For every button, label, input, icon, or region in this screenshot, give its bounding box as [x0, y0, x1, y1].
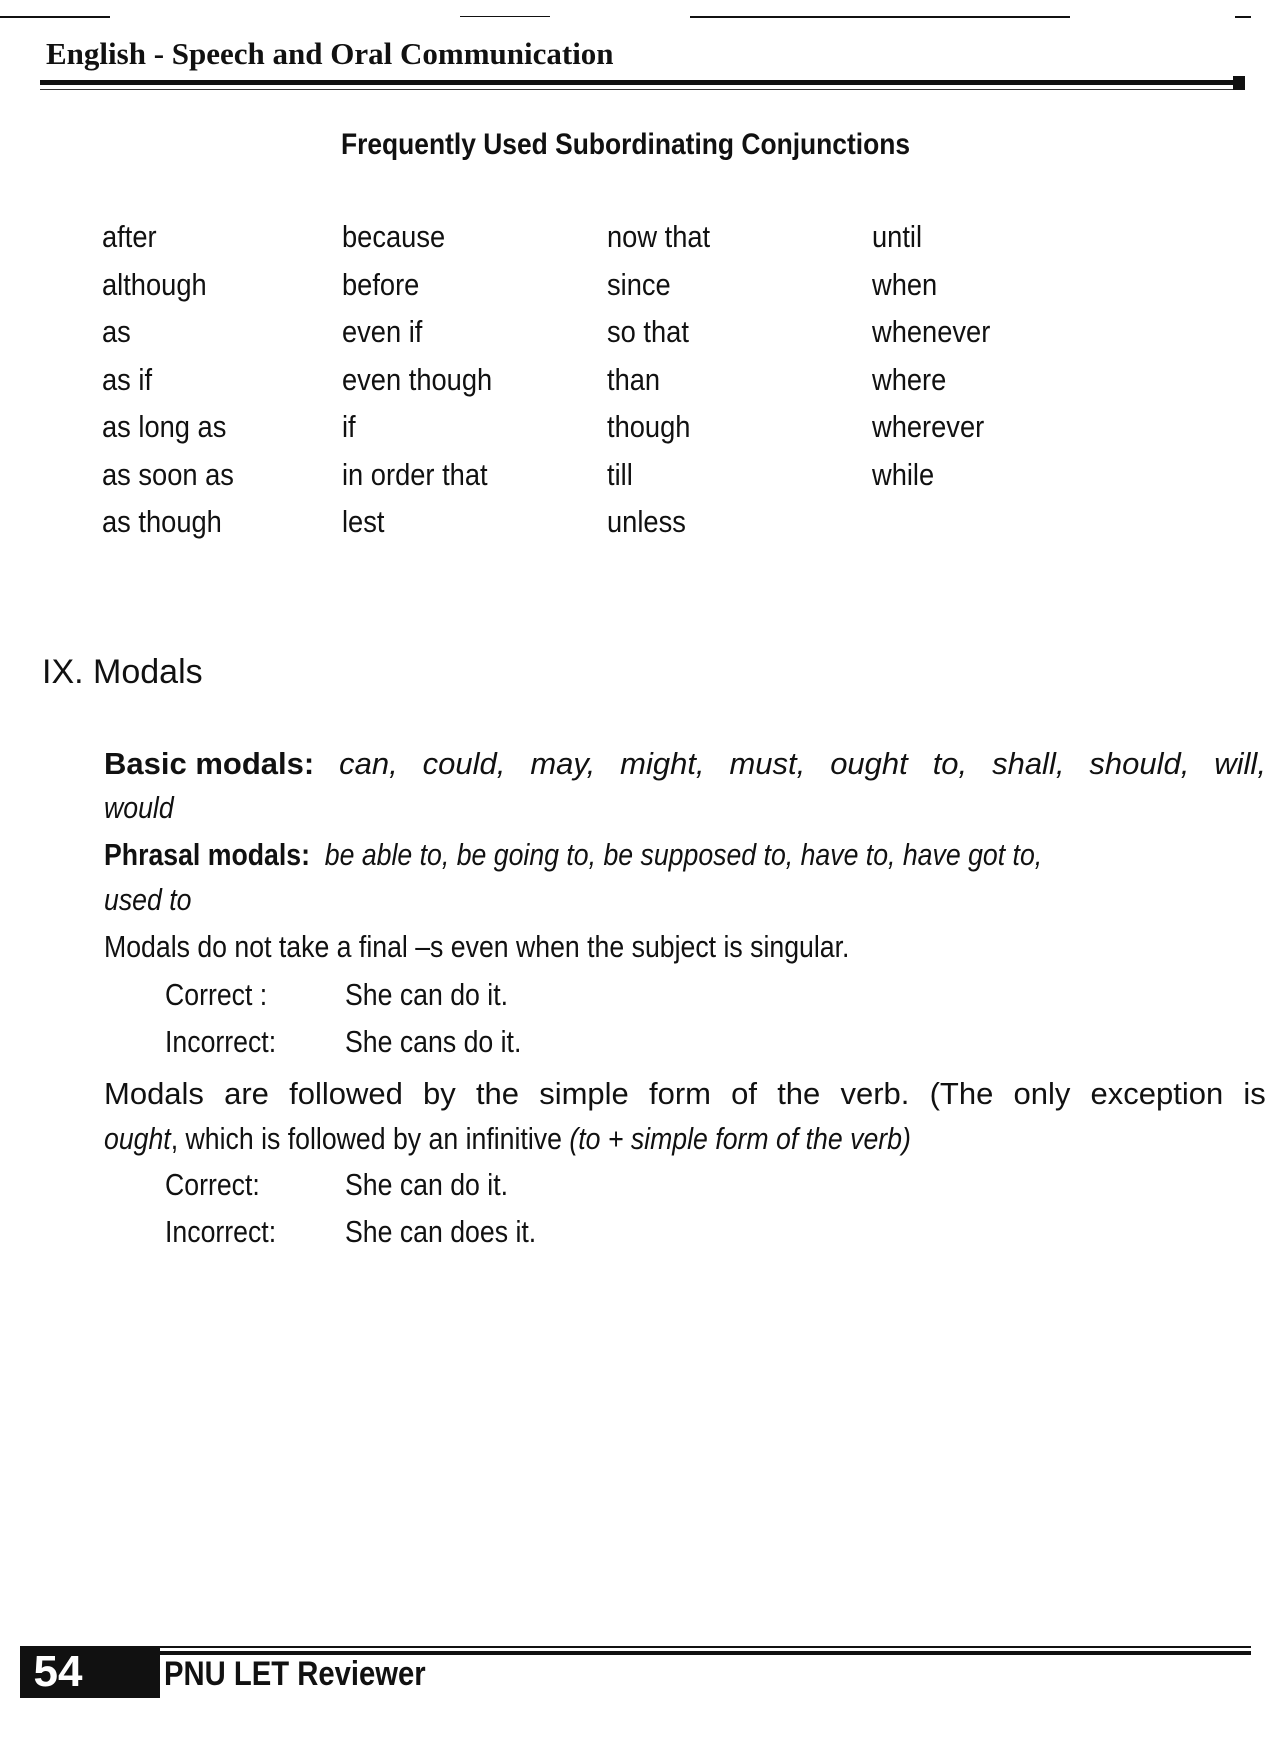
- section-heading-modals: IX. Modals: [42, 653, 203, 691]
- basic-modals-row: [104, 742, 1266, 786]
- conjunction-item: after: [102, 219, 157, 254]
- modal-word: will,: [1214, 746, 1266, 781]
- conjunction-item: before: [342, 266, 420, 302]
- rule-2-word: exception: [1090, 1076, 1224, 1111]
- basic-modals-line2: [104, 786, 1204, 830]
- example-label: Correct :: [165, 977, 268, 1012]
- modal-word: to,: [932, 746, 968, 781]
- conjunction-item: though: [607, 409, 691, 444]
- example-label: Incorrect:: [165, 1214, 277, 1249]
- phrasal-modals-line2: [104, 878, 1204, 922]
- page-number: 54: [33, 1647, 83, 1696]
- rule-2-row: [104, 1072, 1266, 1116]
- conjunction-item: as: [102, 314, 131, 349]
- header-rule: [40, 80, 1237, 85]
- conjunction-item: wherever: [872, 409, 985, 444]
- conjunction-item: if: [342, 409, 356, 444]
- rule-2-line1: [104, 1072, 1266, 1116]
- modal-word: shall,: [992, 746, 1065, 781]
- conjunction-item: so that: [607, 314, 689, 349]
- modal-word: might,: [620, 746, 705, 781]
- rule-2-word: (The: [929, 1076, 994, 1111]
- rule-2-word: verb.: [840, 1076, 910, 1111]
- conjunction-column: [872, 219, 1006, 507]
- modal-word: should,: [1089, 746, 1190, 781]
- conjunction-column: [342, 219, 513, 555]
- modal-word: ought: [830, 746, 908, 781]
- rule-2-word: form: [648, 1076, 711, 1111]
- example-sentence: She can does it.: [345, 1214, 537, 1249]
- conjunction-item: when: [872, 266, 938, 302]
- top-rule-left: [0, 16, 110, 18]
- basic-modals-line1: [104, 742, 1266, 786]
- example-sentence: She can do it.: [345, 1167, 509, 1202]
- conjunction-item: unless: [607, 504, 686, 539]
- modal-word: can,: [339, 746, 398, 781]
- conjunction-item: as soon as: [102, 456, 234, 492]
- footer-rule: [160, 1646, 1251, 1648]
- rule-2-word: of: [731, 1076, 758, 1111]
- conjunction-item: where: [872, 361, 947, 397]
- header-rule-thin: [40, 89, 1237, 90]
- rule-1: [104, 925, 1204, 969]
- conjunctions-title: Frequently Used Subordinating Conjunctions: [340, 128, 911, 161]
- example-sentence: She cans do it.: [345, 1024, 522, 1059]
- rule-2-word: simple: [539, 1076, 629, 1111]
- example-sentence: She can do it.: [345, 977, 509, 1012]
- rule-2-word: the: [777, 1076, 821, 1111]
- conjunction-item: till: [607, 456, 633, 492]
- conjunction-item: as if: [102, 361, 153, 397]
- conjunction-item: in order that: [342, 456, 488, 492]
- modal-word: could,: [422, 746, 506, 781]
- conjunction-item: because: [342, 219, 446, 254]
- example-label: Correct:: [165, 1167, 260, 1202]
- conjunction-item: whenever: [872, 314, 991, 349]
- phrasal-modals-label: Phrasal modals:: [104, 837, 310, 872]
- conjunction-item: even if: [342, 314, 423, 349]
- running-header: English - Speech and Oral Communication: [46, 36, 614, 71]
- rule-2-text: , which is followed by an infinitive: [170, 1121, 570, 1156]
- conjunction-column: [102, 219, 252, 555]
- conjunction-item: as long as: [102, 409, 227, 444]
- modal-word: may,: [530, 746, 596, 781]
- rule-2-word: only: [1013, 1076, 1071, 1111]
- rule-1-text: Modals do not take a final –s even when the subject is singular.: [104, 929, 850, 964]
- rule-2-word: followed: [289, 1076, 403, 1111]
- rule-2-ought: ought: [104, 1121, 171, 1156]
- conjunction-item: while: [872, 456, 935, 492]
- rule-2-word: by: [423, 1076, 456, 1111]
- rule-2-paren: (to + simple form of the verb): [569, 1121, 911, 1156]
- phrasal-modals-line1: [104, 833, 1204, 877]
- top-rule-right: [690, 16, 1070, 18]
- rule-2-word: are: [224, 1076, 269, 1111]
- rule-2-line2: [104, 1117, 1204, 1161]
- top-rule-mid: [460, 16, 550, 17]
- footer-title: PNU LET Reviewer: [164, 1655, 426, 1693]
- phrasal-modals-row: [104, 833, 1050, 877]
- conjunction-item: as though: [102, 504, 222, 539]
- example-label: Incorrect:: [165, 1024, 277, 1059]
- conjunction-column: [607, 219, 724, 555]
- conjunction-item: even though: [342, 361, 493, 397]
- modal-word: would: [104, 790, 174, 825]
- conjunction-item: although: [102, 266, 207, 302]
- rule-2-word: the: [475, 1076, 520, 1111]
- conjunction-item: lest: [342, 504, 385, 539]
- basic-modals-label: Basic modals:: [104, 746, 315, 781]
- rule-2-word: Modals: [104, 1076, 204, 1111]
- modal-word: must,: [729, 746, 806, 781]
- conjunction-item: than: [607, 361, 661, 397]
- phrasal-modals-list-cont: used to: [104, 882, 192, 917]
- rule-2-word: is: [1243, 1076, 1266, 1111]
- header-rule-end-mark: [1233, 76, 1245, 90]
- top-rule-edge: [1235, 16, 1251, 18]
- conjunction-item: now that: [607, 219, 711, 254]
- conjunction-item: since: [607, 266, 671, 302]
- conjunction-item: until: [872, 219, 923, 254]
- rule-2-row-2: [104, 1117, 1050, 1161]
- phrasal-modals-list: be able to, be going to, be supposed to, have to, have got to,: [324, 837, 1043, 872]
